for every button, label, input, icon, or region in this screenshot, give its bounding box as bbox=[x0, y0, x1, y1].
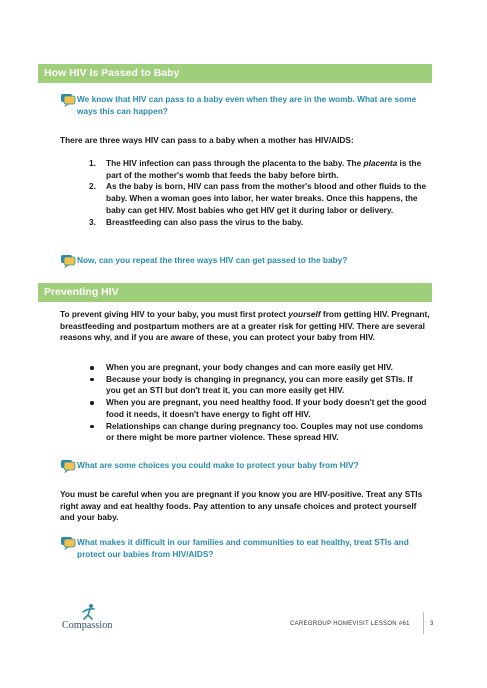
page-number: 3 bbox=[430, 621, 434, 627]
question-text: Now, can you repeat the three ways HIV can get passed to the baby? bbox=[77, 255, 348, 265]
bullet-icon bbox=[90, 425, 94, 429]
footer-lesson-label: CAREGROUP HOMEVISIT LESSON #61 bbox=[290, 621, 410, 627]
section-header-preventing-hiv bbox=[38, 283, 432, 302]
speech-bubble-icon bbox=[60, 93, 76, 107]
discussion-question bbox=[60, 93, 432, 117]
list-item: 3. Breastfeeding can also pass the virus to the baby. bbox=[89, 216, 304, 227]
footer-divider bbox=[423, 612, 424, 634]
risk-reasons-list bbox=[106, 362, 428, 444]
section-title: Preventing HIV bbox=[44, 286, 119, 298]
transmission-steps-list bbox=[89, 158, 428, 228]
list-item: When you are pregnant, you need healthy food. If your body doesn't get the good food it needs, it doesn't have energy to fight off HIV. bbox=[106, 397, 428, 420]
speech-bubble-icon bbox=[60, 254, 76, 268]
list-item: 1. The HIV infection can pass through the placenta to the baby. The placenta is the part of the mother's womb that feeds the baby before birth. bbox=[89, 158, 422, 180]
list-item: 2. As the baby is born, HIV can pass from the mother's blood and other fluids to the baby. When a woman goes into labor, her water breaks. Once this happens, the baby can get HIV. Most babies who get HIV get it during labor or delivery. bbox=[89, 181, 427, 215]
discussion-question bbox=[60, 459, 432, 471]
prevention-intro-paragraph: To prevent giving HIV to your baby, you must first protect yourself from getting HIV. Pregnant, breastfeeding and postpartum mothers are at a greater risk for getting HIV. There are several reasons why, and if you are aware of these, you can protect your baby from HIV. bbox=[60, 309, 430, 343]
list-item: When you are pregnant, your body changes and can more easily get HIV. bbox=[106, 362, 428, 374]
careful-paragraph: You must be careful when you are pregnant if you know you are HIV-positive. Treat any STIs right away and eat healthy foods. Pay attention to any unsafe choices and protect yourself and your baby. bbox=[60, 489, 423, 523]
question-text: We know that HIV can pass to a baby even when they are in the womb. What are some ways this can happen? bbox=[77, 94, 417, 116]
speech-bubble-icon bbox=[60, 459, 76, 473]
intro-paragraph: There are three ways HIV can pass to a baby when a mother has HIV/AIDS: bbox=[60, 135, 354, 145]
discussion-question bbox=[60, 254, 432, 266]
bullet-icon bbox=[90, 401, 94, 405]
compassion-logo bbox=[62, 603, 132, 633]
question-text: What are some choices you could make to protect your baby from HIV? bbox=[77, 460, 359, 470]
bullet-icon bbox=[90, 378, 94, 382]
list-item: Because your body is changing in pregnancy, you can more easily get STIs. If you get an STI but don't treat it, you can more easily get HIV. bbox=[106, 374, 428, 397]
logo-wordmark: Compassion bbox=[62, 620, 113, 631]
speech-bubble-icon bbox=[60, 536, 76, 550]
discussion-question bbox=[60, 536, 432, 560]
section-title: How HIV Is Passed to Baby bbox=[44, 67, 180, 79]
list-item: Relationships can change during pregnancy too. Couples may not use condoms or there might be more partner violence. These spread HIV. bbox=[106, 421, 428, 444]
child-figure-icon bbox=[80, 603, 98, 621]
question-text: What makes it difficult in our families and communities to eat healthy, treat STIs and protect our babies from HIV/AIDS? bbox=[77, 537, 409, 559]
bullet-icon bbox=[90, 366, 94, 370]
section-header-how-hiv-passed bbox=[38, 64, 432, 83]
